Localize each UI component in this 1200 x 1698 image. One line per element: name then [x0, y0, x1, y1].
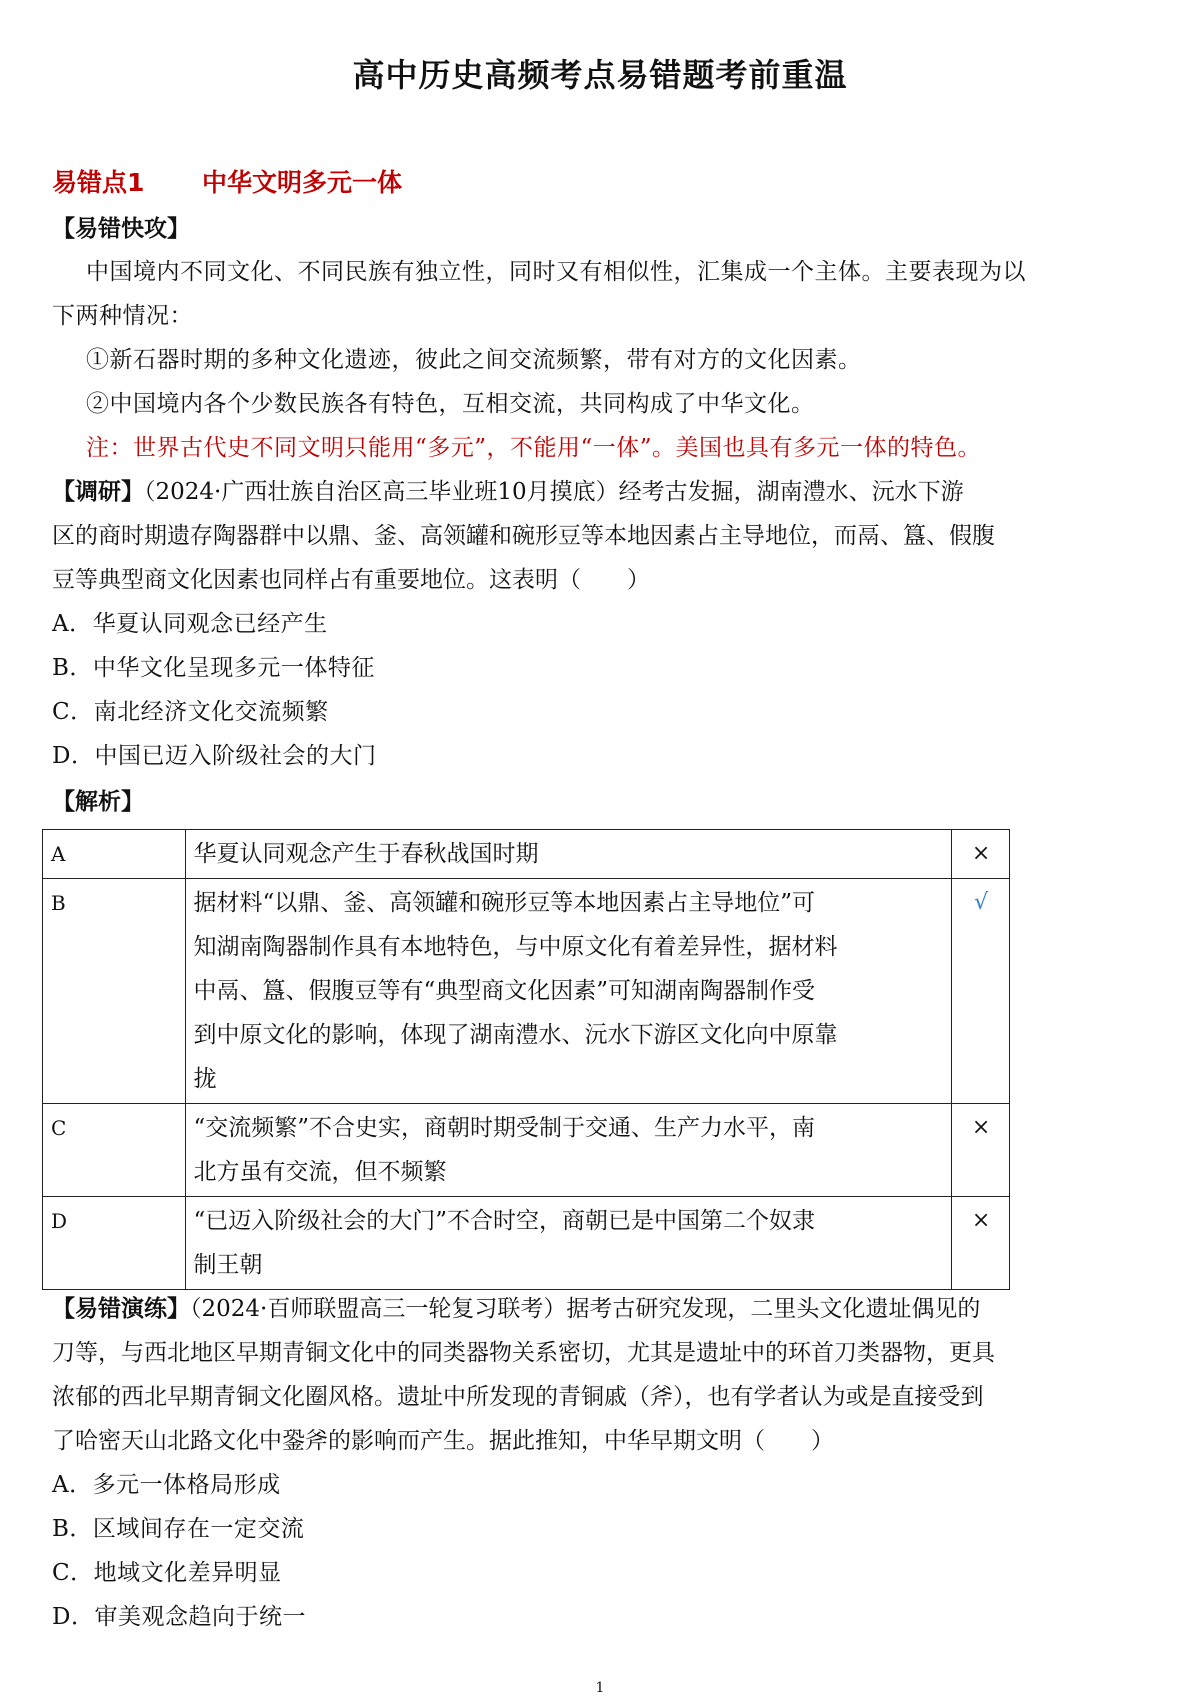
research-line-2: 区的商时期遗存陶器群中以鼎、釜、高领罐和碗形豆等本地因素占主导地位，而鬲、簋、假腹 [52, 523, 995, 549]
option-cell: A [43, 830, 186, 879]
quick-label: 【易错快攻】 [52, 216, 190, 242]
explanation-cell [185, 1197, 952, 1290]
option-cell: C [43, 1104, 186, 1197]
explanation-line: “已迈入阶级社会的大门”不合时空，商朝已是中国第二个奴隶 [193, 1208, 816, 1234]
table-row [43, 1104, 1010, 1197]
practice-option-b: B．区域间存在一定交流 [52, 1516, 305, 1542]
section-name: 中华文明多元一体 [202, 168, 403, 197]
research-label: 【调研】 [52, 479, 144, 505]
quick-item-2: ②中国境内各个少数民族各有特色，互相交流，共同构成了中华文化。 [86, 391, 815, 417]
page-number: 1 [595, 1680, 605, 1696]
practice-option-d: D．审美观念趋向于统一 [52, 1604, 306, 1630]
explanation-line: 知湖南陶器制作具有本地特色，与中原文化有着差异性，据材料 [193, 934, 838, 960]
explanation-line: 到中原文化的影响，体现了湖南澧水、沅水下游区文化向中原靠 [193, 1022, 838, 1048]
explanation-line: “交流频繁”不合史实，商朝时期受制于交通、生产力水平，南 [193, 1115, 816, 1141]
table-row [43, 1197, 1010, 1290]
quick-paragraph-line-2: 下两种情况： [52, 303, 193, 329]
explanation-line: 制王朝 [193, 1252, 263, 1278]
research-text-1: （2024·广西壮族自治区高三毕业班10月摸底）经考古发掘，湖南澧水、沅水下游 [144, 479, 964, 505]
wrong-mark: × [952, 1104, 1010, 1197]
section-heading [52, 163, 402, 199]
research-option-b: B．中华文化呈现多元一体特征 [52, 655, 375, 681]
explanation-line: 据材料“以鼎、釜、高领罐和碗形豆等本地因素占主导地位”可 [193, 890, 816, 916]
wrong-mark: × [952, 1197, 1010, 1290]
practice-label: 【易错演练】 [52, 1296, 190, 1322]
practice-line-3: 浓郁的西北早期青铜文化圈风格。遗址中所发现的青铜戚（斧），也有学者认为或是直接受到 [52, 1384, 984, 1410]
quick-paragraph-line-1: 中国境内不同文化、不同民族有独立性，同时又有相似性，汇集成一个主体。主要表现为以 [86, 259, 1026, 285]
explanation-line: 拢 [193, 1066, 217, 1092]
section-number: 易错点1 [52, 168, 145, 197]
research-line-1 [52, 470, 1162, 514]
research-option-a: A．华夏认同观念已经产生 [52, 611, 328, 637]
practice-line-1 [52, 1287, 1162, 1331]
practice-line-2: 刀等，与西北地区早期青铜文化中的同类器物关系密切，尤其是遗址中的环首刀类器物，更具 [52, 1340, 995, 1366]
practice-text-1: （2024·百师联盟高三一轮复习联考）据考古研究发现，二里头文化遗址偶见的 [190, 1296, 981, 1322]
table-row [43, 830, 1010, 879]
practice-option-a: A．多元一体格局形成 [52, 1472, 281, 1498]
analysis-table [42, 829, 1010, 1290]
wrong-mark: × [952, 830, 1010, 879]
research-option-d: D．中国已迈入阶级社会的大门 [52, 743, 377, 769]
analysis-label: 【解析】 [52, 789, 144, 815]
check-mark: √ [952, 879, 1010, 1104]
explanation-line: 华夏认同观念产生于春秋战国时期 [193, 841, 539, 867]
explanation-cell [185, 879, 952, 1104]
quick-item-1: ①新石器时期的多种文化遗迹，彼此之间交流频繁，带有对方的文化因素。 [86, 347, 862, 373]
page-title: 高中历史高频考点易错题考前重温 [352, 56, 848, 94]
practice-option-c: C．地域文化差异明显 [52, 1560, 282, 1586]
explanation-cell [185, 830, 952, 879]
explanation-line: 中鬲、簋、假腹豆等有“典型商文化因素”可知湖南陶器制作受 [193, 978, 816, 1004]
practice-line-4: 了哈密天山北路文化中銎斧的影响而产生。据此推知，中华早期文明（ ） [52, 1428, 834, 1454]
quick-note: 注：世界古代史不同文明只能用“多元”，不能用“一体”。美国也具有多元一体的特色。 [86, 435, 982, 461]
option-cell: B [43, 879, 186, 1104]
explanation-line: 北方虽有交流，但不频繁 [193, 1159, 447, 1185]
option-cell: D [43, 1197, 186, 1290]
explanation-cell [185, 1104, 952, 1197]
research-line-3: 豆等典型商文化因素也同样占有重要地位。这表明（ ） [52, 567, 650, 593]
research-option-c: C．南北经济文化交流频繁 [52, 699, 329, 725]
table-row [43, 879, 1010, 1104]
